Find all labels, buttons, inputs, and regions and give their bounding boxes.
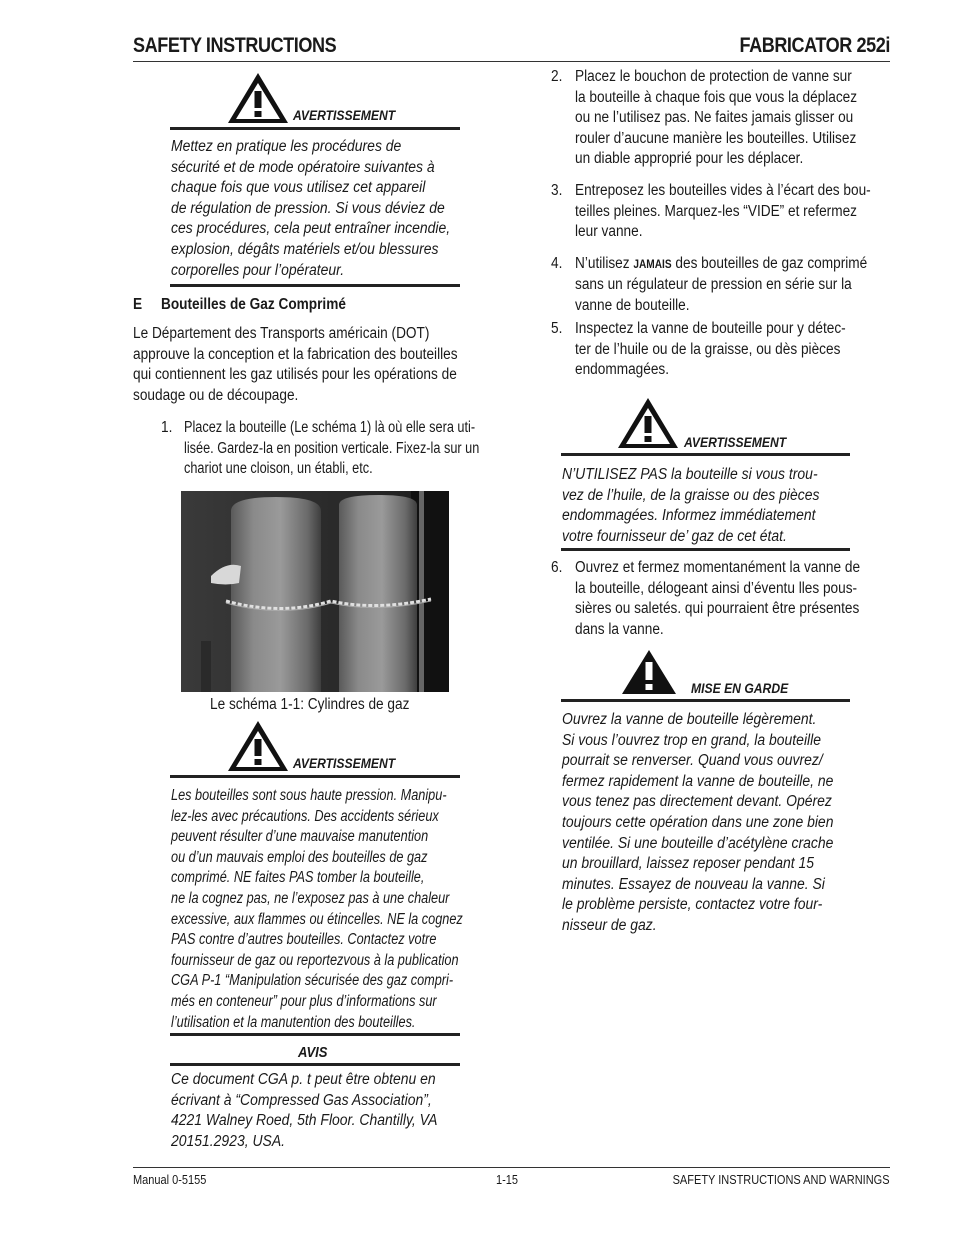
warning-icon (226, 71, 290, 125)
header-rule (133, 61, 890, 62)
text-line: ter de l’huile ou de la graisse, ou dès pièces (575, 340, 841, 358)
text-line: comprimé. NE faites PAS tomber la bouteille, (171, 869, 425, 887)
list-item-first-line: N’utilisez JAMAIS des bouteilles de gaz comprimé (575, 255, 868, 272)
warning-label: AVERTISSEMENT (684, 435, 787, 450)
text-line: teilles pleines. Marquez-les “VIDE” et refermez (575, 202, 857, 220)
item-number: 1. (161, 419, 173, 436)
text-line: Inspectez la vanne de bouteille pour y détec- (575, 320, 846, 337)
text-line: chaque fois que vous utilisez cet appareil (171, 179, 426, 197)
text-line: sières ou saletés. qui pourraient être présentes (575, 600, 860, 618)
avis-label: AVIS (298, 1045, 328, 1061)
text-line: vous tenez pas directement devant. Opérez (562, 793, 832, 811)
item-number: 5. (551, 320, 563, 337)
text-line: nisseur de gaz. (562, 917, 657, 934)
text-line: écrivant à “Compressed Gas Association”, (171, 1091, 432, 1109)
text-line: Le Département des Transports américain (DOT) (133, 325, 430, 342)
gas-cylinders-photo (181, 491, 449, 692)
text-line: més en conteneur” pour plus d’informations sur (171, 993, 437, 1010)
text-line: toujours cette opération dans une zone bien (562, 814, 834, 831)
text-line: PAS contre d’autres bouteilles. Contactez votre (171, 931, 437, 949)
text-line: approuve la conception et la fabrication des bouteilles (133, 345, 458, 363)
warning-icon (616, 396, 680, 450)
text-line: explosion, dégâts matériels et/ou blessures (171, 241, 439, 258)
item-number: 2. (551, 68, 563, 85)
text-line: soudage ou de découpage. (133, 386, 299, 404)
text-line: lisée. Gardez-la en position verticale. Fixez-la sur un (184, 439, 480, 457)
text-line: Les bouteilles sont sous haute pression. Manipu- (171, 787, 447, 804)
text-line: dans la vanne. (575, 620, 664, 638)
text-line: endommagées. Informez immédiatement (562, 507, 816, 525)
item-number: 3. (551, 182, 563, 199)
text-line: qui contiennent les gaz utilisés pour les opérations de (133, 366, 457, 384)
text-line: fermez rapidement la vanne de bouteille, ne (562, 772, 834, 790)
text-line: ou ne l’utilisez pas. Ne faites jamais glisser ou (575, 109, 854, 127)
text-line: vez de l’huile, de la graisse ou des pièces (562, 486, 820, 504)
text-line: sécurité et de mode opératoire suivantes à (171, 158, 435, 176)
text-line: fournisseur de gaz ou reportezvous à la publication (171, 951, 459, 969)
text-line: la bouteille à chaque fois que vous la déplacez (575, 88, 858, 106)
product-title: FABRICATOR 252i (739, 34, 890, 57)
text-line: vanne de bouteille. (575, 296, 690, 314)
text-line: corporelles pour l’opérateur. (171, 261, 345, 279)
warning-rule-bottom (561, 548, 850, 551)
warning-label: AVERTISSEMENT (293, 756, 396, 771)
text-line: Ouvrez la vanne de bouteille légèrement. (562, 711, 817, 728)
text-line: l’utilisation et la manutention des bouteilles. (171, 1013, 416, 1031)
text-line: le problème persiste, contactez votre four- (562, 896, 823, 914)
text-line: ou d’un mauvais emploi des bouteilles de gaz (171, 848, 428, 866)
emphasis-jamais: JAMAIS (633, 259, 672, 271)
warning-rule-top (170, 127, 460, 130)
text-line: 20151.2923, USA. (171, 1132, 286, 1150)
caution-rule (561, 699, 850, 702)
warning-rule-top (170, 775, 460, 778)
text-line: un diable approprié pour les déplacer. (575, 150, 804, 168)
text-line: CGA P-1 “Manipulation sécurisée des gaz compri- (171, 972, 454, 990)
text-line: la bouteille, délogeant ainsi d’éventu lles pous- (575, 579, 858, 597)
text-line: votre fournisseur de’ gaz de cet état. (562, 527, 787, 545)
footer-rule (133, 1167, 890, 1168)
text-line: minutes. Essayez de nouveau la vanne. Si (562, 875, 825, 893)
manual-number: Manual 0-5155 (133, 1173, 207, 1187)
text-line: Ouvrez et fermez momentanément la vanne de (575, 559, 861, 576)
text-line: excessive, aux flammes ou étincelles. NE la cognez (171, 910, 463, 928)
item-number: 4. (551, 255, 563, 272)
text-line: rouler d’aucune manière les bouteilles. Utilisez (575, 129, 857, 147)
text-line: sans un régulateur de pression en série sur la (575, 276, 852, 293)
text-line: ne la cognez pas, ne l’exposez pas à une chaleur (171, 890, 450, 907)
warning-icon (226, 719, 290, 773)
text-line: 4221 Walney Roed, 5th Floor. Chantilly, VA (171, 1112, 438, 1130)
text-line: pourrait se renverser. Quand vous ouvrez/ (562, 752, 823, 770)
text-line: endommagées. (575, 361, 670, 379)
footer-section: SAFETY INSTRUCTIONS AND WARNINGS (673, 1173, 890, 1187)
warning-rule-bottom (170, 1033, 460, 1036)
section-letter: E (133, 296, 143, 313)
page-section-title: SAFETY INSTRUCTIONS (133, 34, 337, 57)
text-line: chariot une cloison, un établi, etc. (184, 460, 373, 478)
avis-rule (170, 1063, 460, 1066)
text-line: N’UTILISEZ PAS la bouteille si vous trou- (562, 466, 818, 483)
caution-label: MISE EN GARDE (691, 681, 789, 696)
section-title: Bouteilles de Gaz Comprimé (161, 296, 346, 313)
figure-caption: Le schéma 1-1: Cylindres de gaz (210, 696, 410, 713)
warning-label: AVERTISSEMENT (293, 108, 396, 123)
text-line: un brouillard, laissez reposer pendant 15 (562, 855, 815, 873)
page-number: 1-15 (496, 1173, 519, 1187)
caution-icon (620, 648, 678, 696)
text-line: Placez la bouteille (Le schéma 1) là où elle sera uti- (184, 419, 476, 436)
item-number: 6. (551, 559, 563, 576)
text-line: leur vanne. (575, 223, 643, 241)
text-line: ventilée. Si une bouteille d’acétylène crache (562, 834, 834, 852)
text-line: Mettez en pratique les procédures de (171, 138, 402, 155)
text-line: Placez le bouchon de protection de vanne sur (575, 68, 852, 85)
text-line: ces procédures, cela peut entraîner incendie, (171, 220, 451, 238)
warning-rule-bottom (170, 284, 460, 287)
text-line: Ce document CGA p. t peut être obtenu en (171, 1071, 436, 1088)
text-line: peuvent résulter d’une mauvaise manutention (171, 828, 429, 846)
text-line: de régulation de pression. Si vous déviez de (171, 199, 445, 217)
warning-rule-top (561, 453, 850, 456)
text-line: Si vous l’ouvrez trop en grand, la bouteille (562, 731, 822, 749)
text-line: Entreposez les bouteilles vides à l’écart des bou- (575, 182, 871, 199)
text-line: lez-les avec précautions. Des accidents sérieux (171, 807, 439, 825)
